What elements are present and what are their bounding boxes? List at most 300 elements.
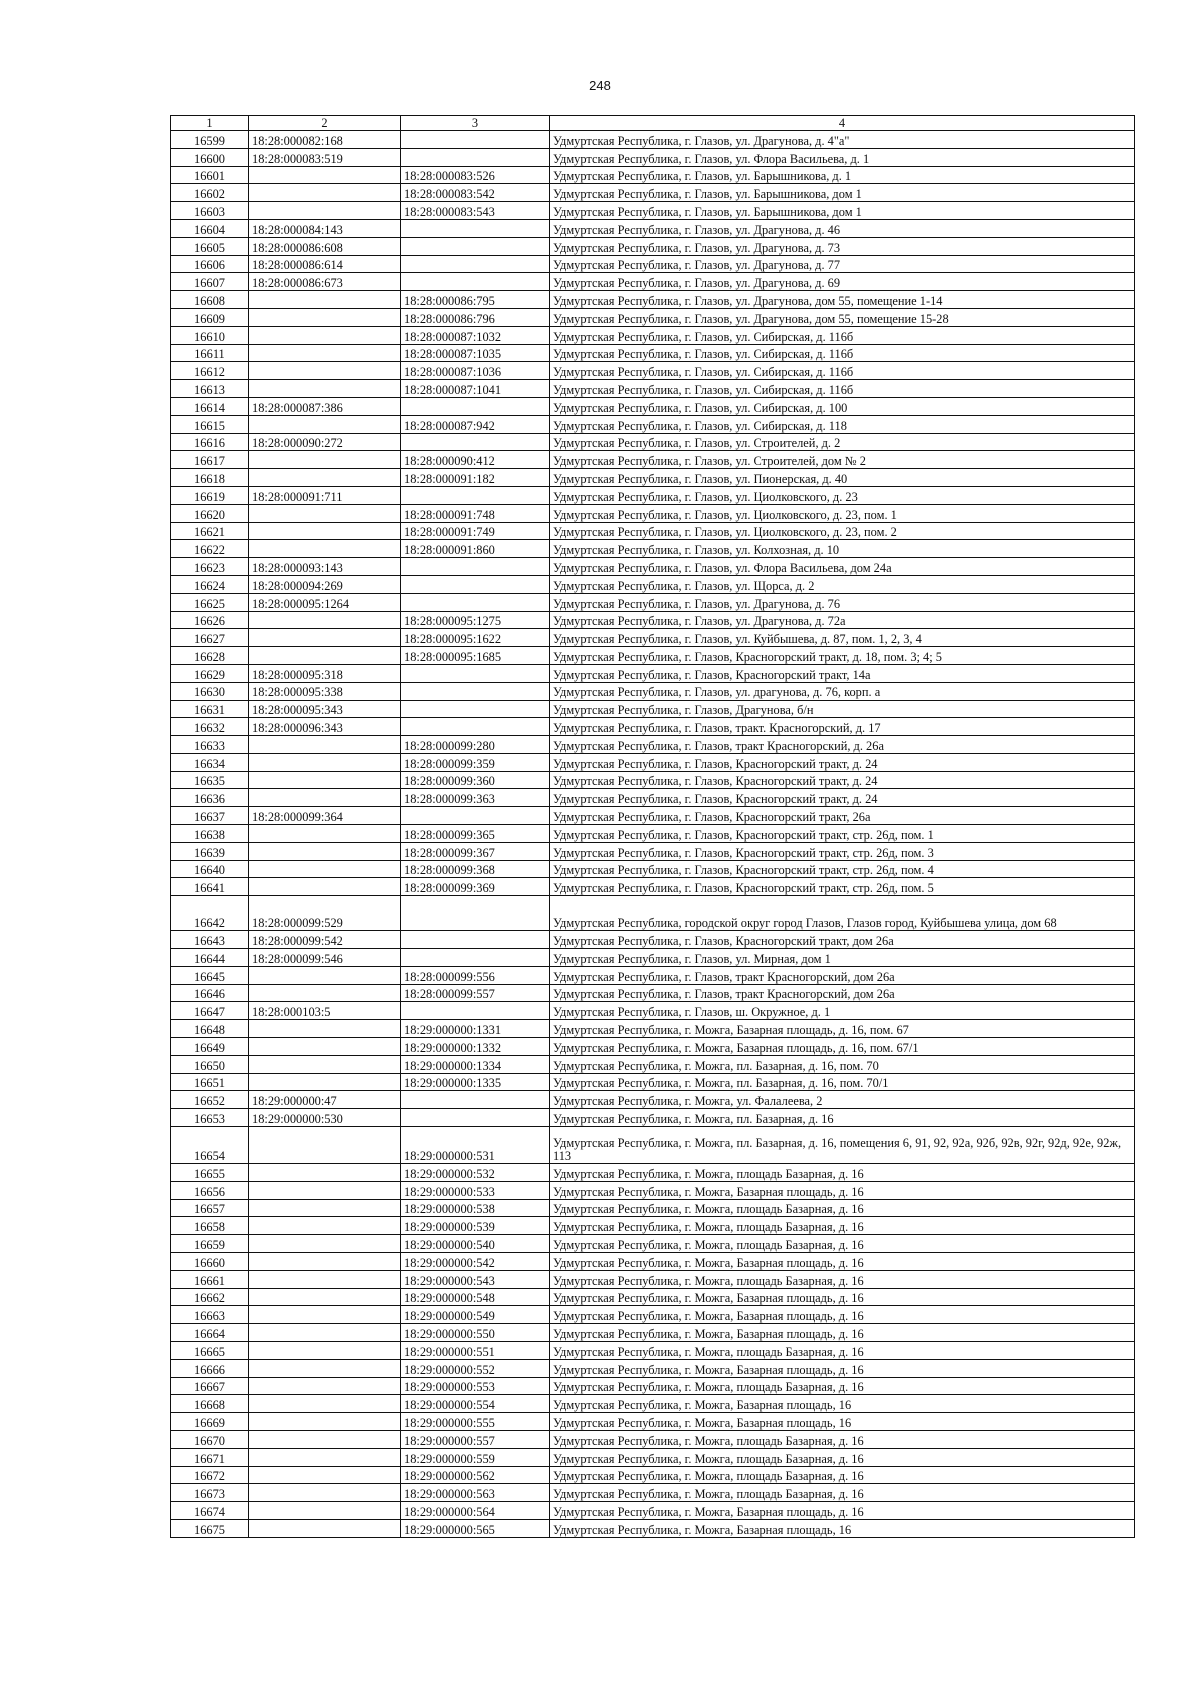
row-number-cell: 16614 bbox=[171, 397, 249, 415]
address-cell: Удмуртская Республика, г. Можга, площадь Базарная, д. 16 bbox=[550, 1270, 1135, 1288]
cadastral-number-cell: 18:28:000099:364 bbox=[249, 807, 401, 825]
cadastral-number-cell bbox=[249, 1324, 401, 1342]
row-number-cell: 16653 bbox=[171, 1109, 249, 1127]
row-number-cell: 16618 bbox=[171, 469, 249, 487]
premises-cadastral-number-cell: 18:29:000000:565 bbox=[401, 1519, 550, 1537]
row-number-cell: 16632 bbox=[171, 718, 249, 736]
premises-cadastral-number-cell bbox=[401, 682, 550, 700]
row-number-cell: 16641 bbox=[171, 878, 249, 896]
address-cell: Удмуртская Республика, г. Глазов, ул. Строителей, дом № 2 bbox=[550, 451, 1135, 469]
table-row bbox=[171, 522, 1135, 540]
cadastral-number-cell: 18:28:000087:386 bbox=[249, 397, 401, 415]
premises-cadastral-number-cell bbox=[401, 558, 550, 576]
table-row bbox=[171, 1164, 1135, 1182]
page-number: 248 bbox=[589, 78, 611, 93]
premises-cadastral-number-cell: 18:28:000083:542 bbox=[401, 184, 550, 202]
address-cell: Удмуртская Республика, г. Глазов, ул. Флора Васильева, дом 24а bbox=[550, 558, 1135, 576]
table-row bbox=[171, 131, 1135, 149]
row-number-cell: 16616 bbox=[171, 433, 249, 451]
cadastral-number-cell: 18:29:000000:47 bbox=[249, 1091, 401, 1109]
cadastral-number-cell bbox=[249, 166, 401, 184]
row-number-cell: 16659 bbox=[171, 1235, 249, 1253]
premises-cadastral-number-cell: 18:29:000000:1332 bbox=[401, 1038, 550, 1056]
address-cell: Удмуртская Республика, г. Можга, Базарная площадь, 16 bbox=[550, 1395, 1135, 1413]
cadastral-number-cell bbox=[249, 1020, 401, 1038]
address-cell: Удмуртская Республика, г. Можга, площадь Базарная, д. 16 bbox=[550, 1342, 1135, 1360]
address-cell: Удмуртская Республика, г. Глазов, ул. Драгунова, дом 55, помещение 15-28 bbox=[550, 308, 1135, 326]
table-row bbox=[171, 1002, 1135, 1020]
address-cell: Удмуртская Республика, г. Можга, площадь Базарная, д. 16 bbox=[550, 1377, 1135, 1395]
premises-cadastral-number-cell: 18:28:000091:749 bbox=[401, 522, 550, 540]
address-cell: Удмуртская Республика, г. Глазов, ул. Драгунова, д. 69 bbox=[550, 273, 1135, 291]
premises-cadastral-number-cell bbox=[401, 148, 550, 166]
row-number-cell: 16640 bbox=[171, 860, 249, 878]
row-number-cell: 16601 bbox=[171, 166, 249, 184]
registry-table bbox=[170, 115, 1135, 1538]
cadastral-number-cell bbox=[249, 1217, 401, 1235]
row-number-cell: 16633 bbox=[171, 736, 249, 754]
address-cell: Удмуртская Республика, г. Глазов, ул. Сибирская, д. 116б bbox=[550, 362, 1135, 380]
table-row bbox=[171, 344, 1135, 362]
address-cell: Удмуртская Республика, г. Глазов, ш. Окружное, д. 1 bbox=[550, 1002, 1135, 1020]
row-number-cell: 16638 bbox=[171, 825, 249, 843]
premises-cadastral-number-cell: 18:28:000099:280 bbox=[401, 736, 550, 754]
premises-cadastral-number-cell: 18:29:000000:551 bbox=[401, 1342, 550, 1360]
cadastral-number-cell bbox=[249, 202, 401, 220]
cadastral-number-cell: 18:28:000094:269 bbox=[249, 575, 401, 593]
table-row bbox=[171, 825, 1135, 843]
cadastral-number-cell: 18:28:000086:673 bbox=[249, 273, 401, 291]
premises-cadastral-number-cell: 18:28:000095:1622 bbox=[401, 629, 550, 647]
cadastral-number-cell bbox=[249, 1359, 401, 1377]
address-cell: Удмуртская Республика, г. Глазов, Красногорский тракт, стр. 26д, пом. 4 bbox=[550, 860, 1135, 878]
cadastral-number-cell bbox=[249, 1038, 401, 1056]
cadastral-number-cell bbox=[249, 753, 401, 771]
address-cell: Удмуртская Республика, г. Глазов, Красногорский тракт, д. 24 bbox=[550, 789, 1135, 807]
table-row bbox=[171, 1038, 1135, 1056]
row-number-cell: 16662 bbox=[171, 1288, 249, 1306]
cadastral-number-cell bbox=[249, 415, 401, 433]
address-cell: Удмуртская Республика, г. Глазов, ул. Мирная, дом 1 bbox=[550, 949, 1135, 967]
address-cell: Удмуртская Республика, г. Глазов, тракт Красногорский, дом 26а bbox=[550, 966, 1135, 984]
cadastral-number-cell bbox=[249, 1235, 401, 1253]
table-row bbox=[171, 540, 1135, 558]
premises-cadastral-number-cell: 18:28:000099:556 bbox=[401, 966, 550, 984]
table-row bbox=[171, 1359, 1135, 1377]
premises-cadastral-number-cell bbox=[401, 1091, 550, 1109]
table-row bbox=[171, 433, 1135, 451]
row-number-cell: 16654 bbox=[171, 1127, 249, 1164]
premises-cadastral-number-cell bbox=[401, 397, 550, 415]
address-cell: Удмуртская Республика, г. Глазов, Красногорский тракт, 26а bbox=[550, 807, 1135, 825]
table-row bbox=[171, 1324, 1135, 1342]
row-number-cell: 16608 bbox=[171, 291, 249, 309]
row-number-cell: 16660 bbox=[171, 1253, 249, 1271]
cadastral-number-cell bbox=[249, 1342, 401, 1360]
row-number-cell: 16646 bbox=[171, 984, 249, 1002]
premises-cadastral-number-cell: 18:29:000000:559 bbox=[401, 1448, 550, 1466]
row-number-cell: 16650 bbox=[171, 1055, 249, 1073]
row-number-cell: 16604 bbox=[171, 219, 249, 237]
row-number-cell: 16621 bbox=[171, 522, 249, 540]
row-number-cell: 16643 bbox=[171, 931, 249, 949]
table-row bbox=[171, 575, 1135, 593]
row-number-cell: 16600 bbox=[171, 148, 249, 166]
row-number-cell: 16631 bbox=[171, 700, 249, 718]
address-cell: Удмуртская Республика, г. Глазов, ул. Циолковского, д. 23, пом. 2 bbox=[550, 522, 1135, 540]
row-number-cell: 16637 bbox=[171, 807, 249, 825]
cadastral-number-cell bbox=[249, 469, 401, 487]
premises-cadastral-number-cell: 18:29:000000:531 bbox=[401, 1127, 550, 1164]
row-number-cell: 16672 bbox=[171, 1466, 249, 1484]
address-cell: Удмуртская Республика, г. Глазов, ул. Драгунова, д. 77 bbox=[550, 255, 1135, 273]
table-row bbox=[171, 415, 1135, 433]
table-row bbox=[171, 1502, 1135, 1520]
address-cell: Удмуртская Республика, г. Глазов, ул. Драгунова, д. 73 bbox=[550, 237, 1135, 255]
cadastral-number-cell bbox=[249, 504, 401, 522]
cadastral-number-cell bbox=[249, 362, 401, 380]
address-cell: Удмуртская Республика, г. Можга, Базарная площадь, д. 16, пом. 67/1 bbox=[550, 1038, 1135, 1056]
table-row bbox=[171, 789, 1135, 807]
column-header-1: 1 bbox=[171, 116, 249, 131]
row-number-cell: 16669 bbox=[171, 1413, 249, 1431]
address-cell: Удмуртская Республика, г. Глазов, Красногорский тракт, д. 24 bbox=[550, 771, 1135, 789]
table-row bbox=[171, 1235, 1135, 1253]
address-cell: Удмуртская Республика, г. Можга, Базарная площадь, д. 16 bbox=[550, 1306, 1135, 1324]
table-row bbox=[171, 504, 1135, 522]
cadastral-number-cell bbox=[249, 1395, 401, 1413]
cadastral-number-cell bbox=[249, 1484, 401, 1502]
cadastral-number-cell bbox=[249, 1306, 401, 1324]
table-row bbox=[171, 397, 1135, 415]
table-row bbox=[171, 593, 1135, 611]
row-number-cell: 16642 bbox=[171, 896, 249, 931]
premises-cadastral-number-cell bbox=[401, 593, 550, 611]
header-row bbox=[171, 116, 1135, 131]
address-cell: Удмуртская Республика, г. Глазов, ул. Сибирская, д. 118 bbox=[550, 415, 1135, 433]
row-number-cell: 16671 bbox=[171, 1448, 249, 1466]
premises-cadastral-number-cell: 18:28:000099:359 bbox=[401, 753, 550, 771]
table-row bbox=[171, 469, 1135, 487]
cadastral-number-cell bbox=[249, 629, 401, 647]
premises-cadastral-number-cell: 18:29:000000:553 bbox=[401, 1377, 550, 1395]
table-row bbox=[171, 949, 1135, 967]
table-row bbox=[171, 380, 1135, 398]
table-row bbox=[171, 1466, 1135, 1484]
address-cell: Удмуртская Республика, г. Можга, Базарная площадь, д. 16 bbox=[550, 1324, 1135, 1342]
table-row bbox=[171, 184, 1135, 202]
premises-cadastral-number-cell: 18:29:000000:563 bbox=[401, 1484, 550, 1502]
cadastral-number-cell: 18:28:000099:529 bbox=[249, 896, 401, 931]
premises-cadastral-number-cell: 18:28:000095:1685 bbox=[401, 647, 550, 665]
address-cell: Удмуртская Республика, г. Глазов, ул. Сибирская, д. 116б bbox=[550, 326, 1135, 344]
cadastral-number-cell bbox=[249, 540, 401, 558]
table-row bbox=[171, 558, 1135, 576]
row-number-cell: 16661 bbox=[171, 1270, 249, 1288]
cadastral-number-cell: 18:28:000095:1264 bbox=[249, 593, 401, 611]
address-cell: Удмуртская Республика, г. Глазов, Красногорский тракт, д. 24 bbox=[550, 753, 1135, 771]
premises-cadastral-number-cell: 18:28:000091:748 bbox=[401, 504, 550, 522]
cadastral-number-cell bbox=[249, 789, 401, 807]
address-cell: Удмуртская Республика, г. Можга, ул. Фалалеева, 2 bbox=[550, 1091, 1135, 1109]
cadastral-number-cell bbox=[249, 1127, 401, 1164]
row-number-cell: 16668 bbox=[171, 1395, 249, 1413]
row-number-cell: 16667 bbox=[171, 1377, 249, 1395]
premises-cadastral-number-cell: 18:28:000083:526 bbox=[401, 166, 550, 184]
cadastral-number-cell: 18:28:000096:343 bbox=[249, 718, 401, 736]
cadastral-number-cell bbox=[249, 984, 401, 1002]
cadastral-number-cell bbox=[249, 878, 401, 896]
table-row bbox=[171, 1413, 1135, 1431]
premises-cadastral-number-cell: 18:28:000087:1041 bbox=[401, 380, 550, 398]
table-row bbox=[171, 682, 1135, 700]
row-number-cell: 16605 bbox=[171, 237, 249, 255]
table-row bbox=[171, 1217, 1135, 1235]
column-header-2: 2 bbox=[249, 116, 401, 131]
table-row bbox=[171, 237, 1135, 255]
address-cell: Удмуртская Республика, г. Можга, Базарная площадь, д. 16 bbox=[550, 1253, 1135, 1271]
address-cell: Удмуртская Республика, г. Можга, площадь Базарная, д. 16 bbox=[550, 1430, 1135, 1448]
row-number-cell: 16611 bbox=[171, 344, 249, 362]
address-cell: Удмуртская Республика, г. Можга, Базарная площадь, д. 16 bbox=[550, 1181, 1135, 1199]
premises-cadastral-number-cell bbox=[401, 931, 550, 949]
table-body bbox=[171, 131, 1135, 1538]
premises-cadastral-number-cell: 18:28:000087:942 bbox=[401, 415, 550, 433]
table-row bbox=[171, 308, 1135, 326]
row-number-cell: 16636 bbox=[171, 789, 249, 807]
table-row bbox=[171, 1181, 1135, 1199]
address-cell: Удмуртская Республика, г. Можга, Базарная площадь, 16 bbox=[550, 1519, 1135, 1537]
cadastral-number-cell: 18:28:000093:143 bbox=[249, 558, 401, 576]
table-row bbox=[171, 1253, 1135, 1271]
table-row bbox=[171, 1091, 1135, 1109]
address-cell: Удмуртская Республика, г. Глазов, Красногорский тракт, стр. 26д, пом. 5 bbox=[550, 878, 1135, 896]
premises-cadastral-number-cell bbox=[401, 219, 550, 237]
address-cell: Удмуртская Республика, г. Можга, площадь Базарная, д. 16 bbox=[550, 1199, 1135, 1217]
table-row bbox=[171, 1519, 1135, 1537]
premises-cadastral-number-cell bbox=[401, 255, 550, 273]
premises-cadastral-number-cell: 18:29:000000:539 bbox=[401, 1217, 550, 1235]
premises-cadastral-number-cell bbox=[401, 700, 550, 718]
cadastral-number-cell: 18:28:000095:338 bbox=[249, 682, 401, 700]
row-number-cell: 16644 bbox=[171, 949, 249, 967]
cadastral-number-cell: 18:28:000083:519 bbox=[249, 148, 401, 166]
address-cell: Удмуртская Республика, г. Глазов, ул. Драгунова, дом 55, помещение 1-14 bbox=[550, 291, 1135, 309]
cadastral-number-cell: 18:29:000000:530 bbox=[249, 1109, 401, 1127]
cadastral-number-cell: 18:28:000095:318 bbox=[249, 664, 401, 682]
row-number-cell: 16620 bbox=[171, 504, 249, 522]
address-cell: Удмуртская Республика, г. Глазов, ул. Барышникова, дом 1 bbox=[550, 202, 1135, 220]
row-number-cell: 16617 bbox=[171, 451, 249, 469]
table-row bbox=[171, 148, 1135, 166]
premises-cadastral-number-cell bbox=[401, 237, 550, 255]
row-number-cell: 16655 bbox=[171, 1164, 249, 1182]
premises-cadastral-number-cell: 18:28:000090:412 bbox=[401, 451, 550, 469]
table-row bbox=[171, 273, 1135, 291]
address-cell: Удмуртская Республика, г. Можга, площадь Базарная, д. 16 bbox=[550, 1448, 1135, 1466]
cadastral-number-cell bbox=[249, 1288, 401, 1306]
premises-cadastral-number-cell bbox=[401, 896, 550, 931]
row-number-cell: 16628 bbox=[171, 647, 249, 665]
table-row bbox=[171, 807, 1135, 825]
premises-cadastral-number-cell: 18:29:000000:552 bbox=[401, 1359, 550, 1377]
cadastral-number-cell bbox=[249, 647, 401, 665]
table-row bbox=[171, 860, 1135, 878]
address-cell: Удмуртская Республика, г. Можга, пл. Базарная, д. 16, пом. 70/1 bbox=[550, 1073, 1135, 1091]
premises-cadastral-number-cell: 18:28:000099:365 bbox=[401, 825, 550, 843]
table-row bbox=[171, 362, 1135, 380]
cadastral-number-cell bbox=[249, 451, 401, 469]
row-number-cell: 16625 bbox=[171, 593, 249, 611]
table-row bbox=[171, 647, 1135, 665]
cadastral-number-cell bbox=[249, 1430, 401, 1448]
cadastral-number-cell bbox=[249, 308, 401, 326]
premises-cadastral-number-cell: 18:28:000087:1035 bbox=[401, 344, 550, 362]
row-number-cell: 16675 bbox=[171, 1519, 249, 1537]
cadastral-number-cell bbox=[249, 344, 401, 362]
table-row bbox=[171, 842, 1135, 860]
cadastral-number-cell: 18:28:000086:608 bbox=[249, 237, 401, 255]
cadastral-number-cell bbox=[249, 1164, 401, 1182]
row-number-cell: 16619 bbox=[171, 486, 249, 504]
address-cell: Удмуртская Республика, г. Глазов, ул. Сибирская, д. 116б bbox=[550, 344, 1135, 362]
address-cell: Удмуртская Республика, г. Можга, площадь Базарная, д. 16 bbox=[550, 1484, 1135, 1502]
address-cell: Удмуртская Республика, г. Глазов, Драгунова, б/н bbox=[550, 700, 1135, 718]
table-row bbox=[171, 664, 1135, 682]
row-number-cell: 16663 bbox=[171, 1306, 249, 1324]
row-number-cell: 16674 bbox=[171, 1502, 249, 1520]
cadastral-number-cell bbox=[249, 326, 401, 344]
address-cell: Удмуртская Республика, г. Глазов, Красногорский тракт, стр. 26д, пом. 3 bbox=[550, 842, 1135, 860]
address-cell: Удмуртская Республика, г. Глазов, ул. Флора Васильева, д. 1 bbox=[550, 148, 1135, 166]
cadastral-number-cell bbox=[249, 1073, 401, 1091]
cadastral-number-cell bbox=[249, 1270, 401, 1288]
cadastral-number-cell: 18:28:000084:143 bbox=[249, 219, 401, 237]
table-row bbox=[171, 611, 1135, 629]
address-cell: Удмуртская Республика, г. Глазов, ул. Щорса, д. 2 bbox=[550, 575, 1135, 593]
table-row bbox=[171, 166, 1135, 184]
address-cell: Удмуртская Республика, г. Глазов, тракт Красногорский, д. 26а bbox=[550, 736, 1135, 754]
table-row bbox=[171, 202, 1135, 220]
row-number-cell: 16670 bbox=[171, 1430, 249, 1448]
premises-cadastral-number-cell bbox=[401, 664, 550, 682]
address-cell: Удмуртская Республика, г. Глазов, ул. Колхозная, д. 10 bbox=[550, 540, 1135, 558]
cadastral-number-cell bbox=[249, 1181, 401, 1199]
premises-cadastral-number-cell: 18:28:000099:360 bbox=[401, 771, 550, 789]
cadastral-number-cell bbox=[249, 842, 401, 860]
address-cell: Удмуртская Республика, г. Глазов, ул. Куйбышева, д. 87, пом. 1, 2, 3, 4 bbox=[550, 629, 1135, 647]
cadastral-number-cell bbox=[249, 771, 401, 789]
cadastral-number-cell bbox=[249, 1377, 401, 1395]
cadastral-number-cell bbox=[249, 1413, 401, 1431]
premises-cadastral-number-cell: 18:28:000099:368 bbox=[401, 860, 550, 878]
cadastral-number-cell bbox=[249, 1055, 401, 1073]
table-row bbox=[171, 629, 1135, 647]
row-number-cell: 16603 bbox=[171, 202, 249, 220]
premises-cadastral-number-cell: 18:28:000083:543 bbox=[401, 202, 550, 220]
premises-cadastral-number-cell bbox=[401, 1109, 550, 1127]
column-header-4: 4 bbox=[550, 116, 1135, 131]
table-row bbox=[171, 966, 1135, 984]
cadastral-number-cell bbox=[249, 522, 401, 540]
row-number-cell: 16658 bbox=[171, 1217, 249, 1235]
table-row bbox=[171, 896, 1135, 931]
row-number-cell: 16610 bbox=[171, 326, 249, 344]
address-cell: Удмуртская Республика, г. Глазов, ул. Драгунова, д. 76 bbox=[550, 593, 1135, 611]
premises-cadastral-number-cell: 18:28:000087:1036 bbox=[401, 362, 550, 380]
row-number-cell: 16612 bbox=[171, 362, 249, 380]
address-cell: Удмуртская Республика, г. Можга, пл. Базарная, д. 16, помещения 6, 91, 92, 92а, 92б, 92в, 92г, 92д, 92е, 92ж, 113 bbox=[550, 1127, 1135, 1164]
address-cell: Удмуртская Республика, г. Можга, пл. Базарная, д. 16, пом. 70 bbox=[550, 1055, 1135, 1073]
cadastral-number-cell: 18:28:000090:272 bbox=[249, 433, 401, 451]
cadastral-number-cell bbox=[249, 611, 401, 629]
row-number-cell: 16626 bbox=[171, 611, 249, 629]
address-cell: Удмуртская Республика, г. Можга, площадь Базарная, д. 16 bbox=[550, 1466, 1135, 1484]
table-row bbox=[171, 1288, 1135, 1306]
premises-cadastral-number-cell: 18:29:000000:1334 bbox=[401, 1055, 550, 1073]
premises-cadastral-number-cell bbox=[401, 1002, 550, 1020]
table-row bbox=[171, 1484, 1135, 1502]
table-row bbox=[171, 771, 1135, 789]
premises-cadastral-number-cell: 18:29:000000:1331 bbox=[401, 1020, 550, 1038]
row-number-cell: 16607 bbox=[171, 273, 249, 291]
cadastral-number-cell bbox=[249, 966, 401, 984]
premises-cadastral-number-cell: 18:29:000000:549 bbox=[401, 1306, 550, 1324]
row-number-cell: 16665 bbox=[171, 1342, 249, 1360]
cadastral-number-cell bbox=[249, 1502, 401, 1520]
address-cell: Удмуртская Республика, г. Глазов, тракт. Красногорский, д. 17 bbox=[550, 718, 1135, 736]
address-cell: Удмуртская Республика, г. Можга, площадь Базарная, д. 16 bbox=[550, 1217, 1135, 1235]
address-cell: Удмуртская Республика, г. Глазов, ул. Барышникова, дом 1 bbox=[550, 184, 1135, 202]
table-row bbox=[171, 1448, 1135, 1466]
premises-cadastral-number-cell bbox=[401, 131, 550, 149]
premises-cadastral-number-cell: 18:29:000000:542 bbox=[401, 1253, 550, 1271]
table-row bbox=[171, 878, 1135, 896]
address-cell: Удмуртская Республика, г. Глазов, ул. Циолковского, д. 23 bbox=[550, 486, 1135, 504]
table-row bbox=[171, 255, 1135, 273]
row-number-cell: 16649 bbox=[171, 1038, 249, 1056]
row-number-cell: 16635 bbox=[171, 771, 249, 789]
address-cell: Удмуртская Республика, г. Можга, площадь Базарная, д. 16 bbox=[550, 1235, 1135, 1253]
row-number-cell: 16623 bbox=[171, 558, 249, 576]
row-number-cell: 16599 bbox=[171, 131, 249, 149]
table-row bbox=[171, 1430, 1135, 1448]
premises-cadastral-number-cell: 18:29:000000:548 bbox=[401, 1288, 550, 1306]
row-number-cell: 16656 bbox=[171, 1181, 249, 1199]
premises-cadastral-number-cell bbox=[401, 718, 550, 736]
address-cell: Удмуртская Республика, г. Можга, Базарная площадь, д. 16 bbox=[550, 1502, 1135, 1520]
table-row bbox=[171, 451, 1135, 469]
row-number-cell: 16613 bbox=[171, 380, 249, 398]
premises-cadastral-number-cell: 18:28:000099:367 bbox=[401, 842, 550, 860]
table-row bbox=[171, 291, 1135, 309]
row-number-cell: 16639 bbox=[171, 842, 249, 860]
address-cell: Удмуртская Республика, г. Глазов, ул. Барышникова, д. 1 bbox=[550, 166, 1135, 184]
cadastral-number-cell: 18:28:000099:542 bbox=[249, 931, 401, 949]
row-number-cell: 16615 bbox=[171, 415, 249, 433]
address-cell: Удмуртская Республика, г. Глазов, Красногорский тракт, 14а bbox=[550, 664, 1135, 682]
table-row bbox=[171, 1199, 1135, 1217]
address-cell: Удмуртская Республика, г. Можга, Базарная площадь, д. 16 bbox=[550, 1359, 1135, 1377]
premises-cadastral-number-cell: 18:29:000000:562 bbox=[401, 1466, 550, 1484]
row-number-cell: 16664 bbox=[171, 1324, 249, 1342]
cadastral-number-cell: 18:28:000103:5 bbox=[249, 1002, 401, 1020]
cadastral-number-cell bbox=[249, 1519, 401, 1537]
row-number-cell: 16627 bbox=[171, 629, 249, 647]
premises-cadastral-number-cell: 18:29:000000:554 bbox=[401, 1395, 550, 1413]
address-cell: Удмуртская Республика, г. Глазов, Красногорский тракт, д. 18, пом. 3; 4; 5 bbox=[550, 647, 1135, 665]
cadastral-number-cell bbox=[249, 291, 401, 309]
